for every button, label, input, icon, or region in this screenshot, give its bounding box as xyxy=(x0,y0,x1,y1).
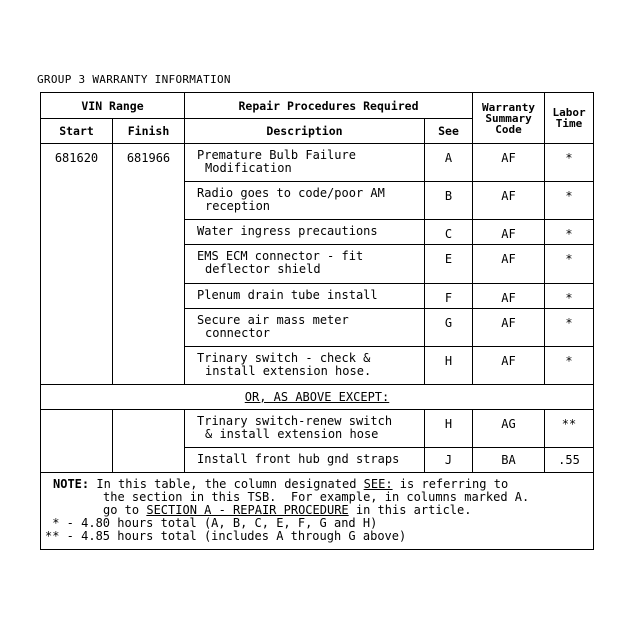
note-label: NOTE: xyxy=(53,477,90,491)
labor-cell: * xyxy=(545,182,594,220)
labor-cell: .55 xyxy=(545,448,594,473)
description-cell: Trinary switch-renew switch & install extension hose xyxy=(185,410,425,448)
code-cell: AF xyxy=(473,182,545,220)
footnote-double-star: ** - 4.85 hours total (includes A through G above) xyxy=(45,529,407,543)
see-cell: B xyxy=(425,182,473,220)
repair-procedures-header: Repair Procedures Required xyxy=(185,93,473,119)
note-block: NOTE: In this table, the column designated SEE: is referring to the section in this TSB. For example, in columns marked A. go to SECTION A - REPAIR PROCEDURE in this article. * - 4.80 hours total (A, B, C, E, F, G and H) ** - 4.85 hours total (includes A through G above) xyxy=(41,473,594,550)
code-cell: BA xyxy=(473,448,545,473)
warranty-summary-code-header: Warranty Summary Code xyxy=(473,93,545,144)
see-cell: F xyxy=(425,284,473,309)
code-cell: AF xyxy=(473,245,545,284)
see-cell: J xyxy=(425,448,473,473)
description-cell: Radio goes to code/poor AM reception xyxy=(185,182,425,220)
labor-cell: * xyxy=(545,144,594,182)
description-cell: Plenum drain tube install xyxy=(185,284,425,309)
vin-finish-cell xyxy=(113,410,185,473)
see-cell: G xyxy=(425,309,473,347)
code-cell: AF xyxy=(473,144,545,182)
labor-cell: * xyxy=(545,220,594,245)
vin-range-header: VIN Range xyxy=(41,93,185,119)
description-cell: Water ingress precautions xyxy=(185,220,425,245)
description-cell: Secure air mass meter connector xyxy=(185,309,425,347)
code-cell: AG xyxy=(473,410,545,448)
finish-header: Finish xyxy=(113,119,185,144)
table-row xyxy=(41,410,594,448)
description-header: Description xyxy=(185,119,425,144)
see-cell: C xyxy=(425,220,473,245)
table-row xyxy=(41,144,594,182)
warranty-table xyxy=(40,92,594,550)
labor-time-header: Labor Time xyxy=(545,93,594,144)
description-cell: Install front hub gnd straps xyxy=(185,448,425,473)
except-separator: OR, AS ABOVE EXCEPT: xyxy=(41,385,594,410)
see-cell: H xyxy=(425,410,473,448)
see-header: See xyxy=(425,119,473,144)
code-cell: AF xyxy=(473,309,545,347)
vin-start-cell: 681620 xyxy=(41,144,113,385)
code-cell: AF xyxy=(473,220,545,245)
footnote-single-star: * - 4.80 hours total (A, B, C, E, F, G and H) xyxy=(45,516,378,530)
labor-cell: * xyxy=(545,309,594,347)
see-cell: A xyxy=(425,144,473,182)
vin-start-cell xyxy=(41,410,113,473)
labor-cell: ** xyxy=(545,410,594,448)
see-reference: SEE: xyxy=(363,477,393,491)
see-cell: E xyxy=(425,245,473,284)
labor-cell: * xyxy=(545,245,594,284)
description-cell: EMS ECM connector - fit deflector shield xyxy=(185,245,425,284)
labor-cell: * xyxy=(545,284,594,309)
code-cell: AF xyxy=(473,284,545,309)
start-header: Start xyxy=(41,119,113,144)
see-cell: H xyxy=(425,347,473,385)
section-a-link[interactable]: SECTION A - REPAIR PROCEDURE xyxy=(146,503,349,517)
code-cell: AF xyxy=(473,347,545,385)
vin-finish-cell: 681966 xyxy=(113,144,185,385)
description-cell: Trinary switch - check & install extension hose. xyxy=(185,347,425,385)
description-cell: Premature Bulb Failure Modification xyxy=(185,144,425,182)
group-title: GROUP 3 WARRANTY INFORMATION xyxy=(37,73,231,86)
labor-cell: * xyxy=(545,347,594,385)
